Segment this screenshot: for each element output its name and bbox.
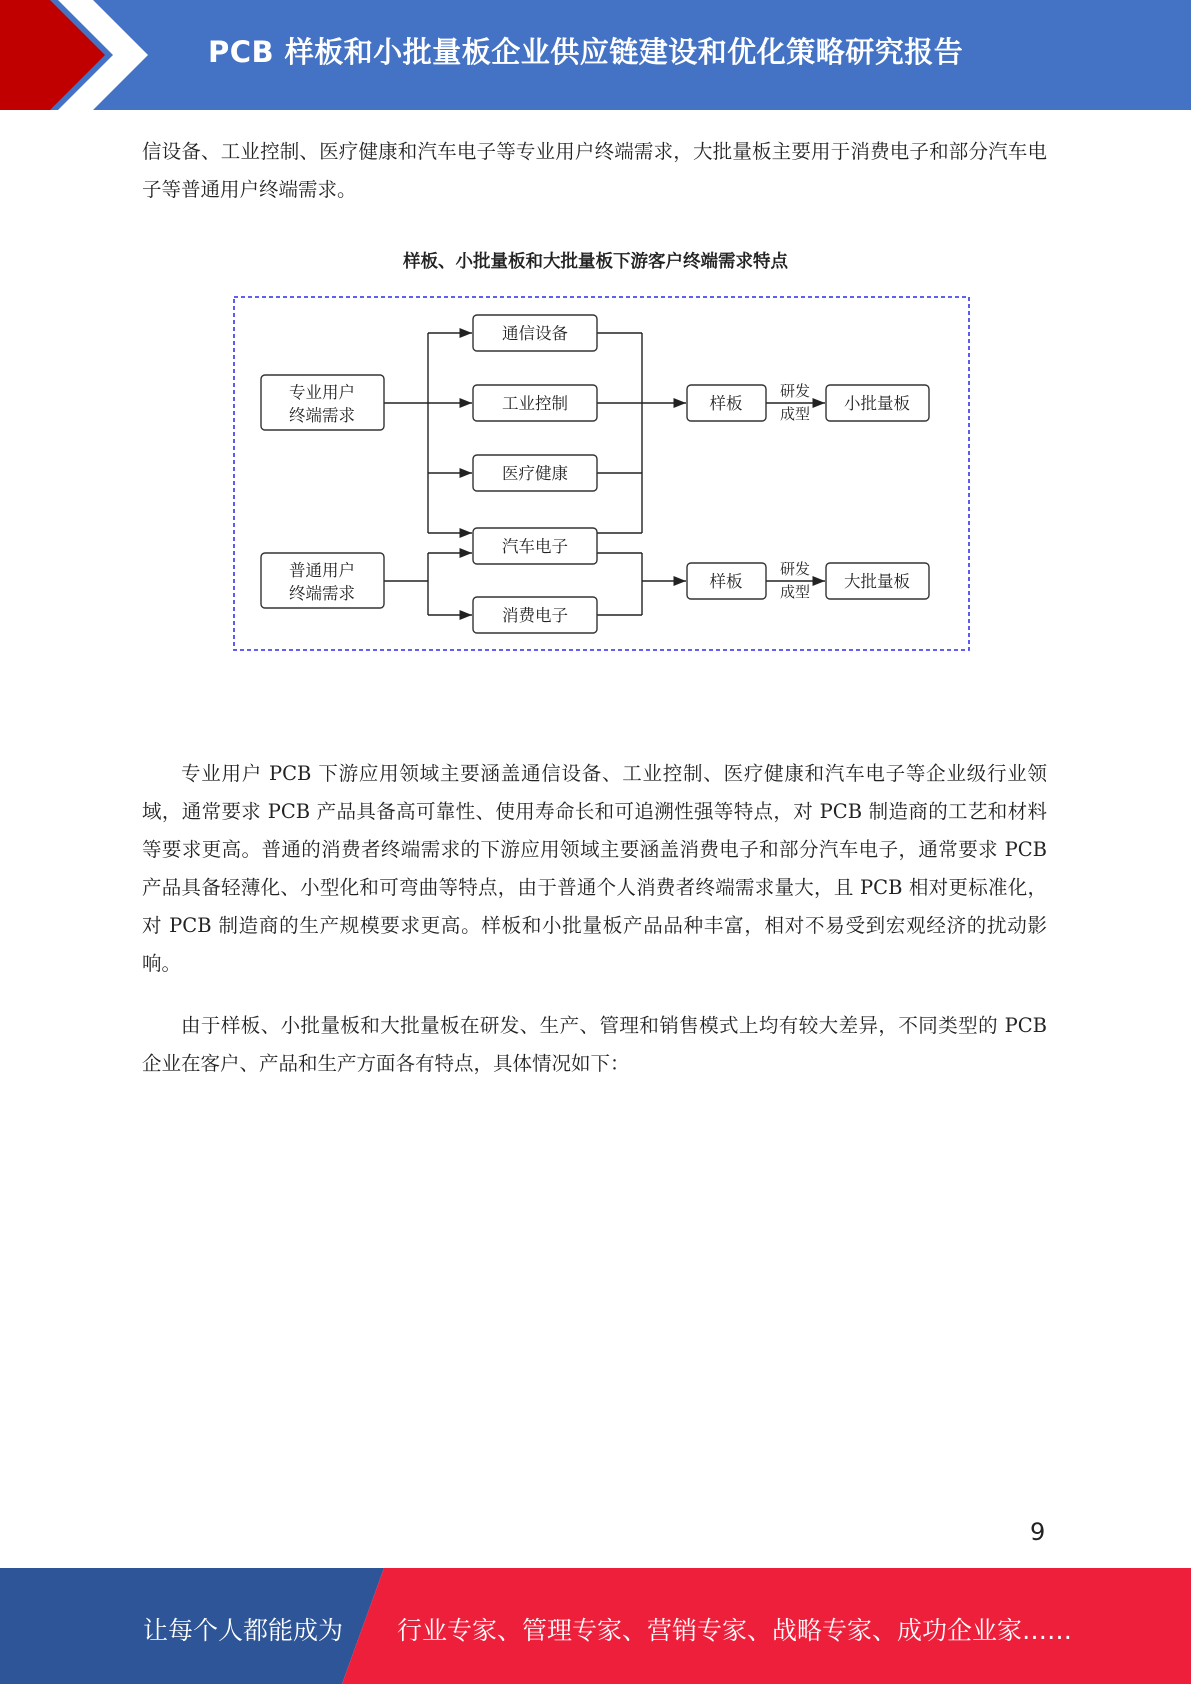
source-ordinary-line1: 普通用户 [289,561,355,580]
app-label-medical: 医疗健康 [502,464,568,483]
page-number: 9 [1030,1518,1046,1546]
step-lower-line1: 研发 [779,560,811,578]
intro-paragraph: 信设备、工业控制、医疗健康和汽车电子等专业用户终端需求，大批量板主要用于消费电子和部分汽车电子等普通用户终端需求。 [142,140,1047,201]
step-upper-line2: 成型 [779,405,811,423]
source-professional-line1: 专业用户 [289,383,355,402]
step-lower-line2: 成型 [779,583,811,601]
app-label-industrial: 工业控制 [502,394,568,413]
body-paragraph-1: 专业用户 PCB 下游应用领域主要涵盖通信设备、工业控制、医疗健康和汽车电子等企业级行业领域，通常要求 PCB 产品具备高可靠性、使用寿命长和可追溯性强等特点，对 PCB 制造商的工艺和材料等要求更高。普通的消费者终端需求的下游应用领域主要涵盖消费电子和部分汽车电子，通常要求 PCB 产品具备轻薄化、小型化和可弯曲等特点，由于普通个人消费者终端需求量大，且 PCB 相对更标准化，对 PCB 制造商的生产规模要求更高。样板和小批量板产品品种丰富，相对不易受到宏观经济的扰动影响。 [142,762,1047,975]
figure-title: 样板、小批量板和大批量板下游客户终端需求特点 [403,252,788,272]
result-label-small-batch: 小批量板 [844,394,910,413]
footer-slogan-right: 行业专家、管理专家、营销专家、战略专家、成功企业家…… [397,1616,1073,1645]
source-professional-line2: 终端需求 [289,406,355,425]
sample-label-lower: 样板 [709,572,743,591]
app-label-telecom: 通信设备 [502,324,568,343]
footer-slogan-left: 让每个人都能成为 [143,1616,344,1645]
demand-flow-diagram [0,0,1191,700]
report-title: PCB 样板和小批量板企业供应链建设和优化策略研究报告 [208,35,964,69]
result-label-large-batch: 大批量板 [844,572,910,591]
app-label-consumer: 消费电子 [502,606,568,625]
sample-label-upper: 样板 [709,394,743,413]
step-upper-line1: 研发 [779,382,811,400]
body-paragraph-2: 由于样板、小批量板和大批量板在研发、生产、管理和销售模式上均有较大差异，不同类型的 PCB 企业在客户、产品和生产方面各有特点，具体情况如下： [142,1014,1047,1075]
app-label-auto: 汽车电子 [502,537,568,556]
source-ordinary-line2: 终端需求 [289,584,355,603]
